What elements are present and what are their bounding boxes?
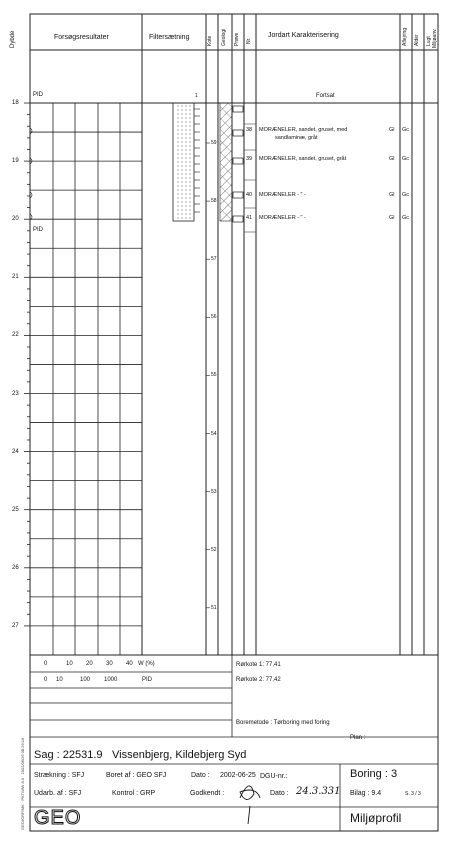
depth-tick-label: 18 bbox=[12, 100, 19, 106]
sample-deposition: Gl bbox=[389, 215, 395, 221]
pid-top-label: PID bbox=[33, 92, 44, 98]
sample-deposition: Gl bbox=[389, 156, 395, 162]
side-number: S. 3 / 3 bbox=[405, 791, 421, 797]
sag-number: Sag : 22531.9 bbox=[34, 749, 103, 761]
depth-header: Dybde bbox=[10, 30, 16, 48]
godkendt: Godkendt : bbox=[190, 790, 225, 797]
boret-af: Boret af : GEO SFJ bbox=[106, 772, 167, 779]
sample-nr: 38 bbox=[246, 127, 253, 133]
sample-age: Gc bbox=[402, 215, 410, 221]
rorkote-2: Rørkote 2: 77,42 bbox=[236, 677, 281, 683]
udarb-af: Udarb. af : SFJ bbox=[34, 790, 82, 797]
kote-label: 57 bbox=[211, 256, 217, 263]
sample-description: MORÆNELER - " - bbox=[259, 215, 306, 221]
document-type: Miljøprofil bbox=[350, 811, 402, 825]
pid-scale-tick: 100 bbox=[80, 677, 91, 683]
geo-logo: GEO bbox=[34, 807, 82, 829]
smell-header: Lugt bbox=[426, 36, 432, 46]
pid-unit: PID bbox=[142, 677, 153, 683]
water-unit: W (%) bbox=[138, 661, 155, 667]
pid-small-label: 1 bbox=[195, 93, 198, 99]
straekning: Strækning : SFJ bbox=[34, 772, 85, 779]
age-header: Alder bbox=[414, 34, 420, 46]
boremetode: Boremetode : Tørboring med foring bbox=[236, 720, 330, 726]
sample-nr: 40 bbox=[246, 192, 253, 198]
sample-header: Prøve bbox=[234, 32, 240, 46]
kote-label: 59 bbox=[211, 140, 217, 146]
depth-tick-label: 22 bbox=[12, 332, 19, 339]
deposition-header: Aflejring bbox=[402, 27, 408, 46]
dato2-label: Dato : bbox=[270, 790, 289, 797]
sample-deposition: Gl bbox=[389, 127, 395, 133]
pid-scale-tick: 10 bbox=[56, 677, 63, 683]
kote-label: 52 bbox=[211, 546, 217, 553]
dato-value: 2002-06-25 bbox=[220, 772, 256, 779]
dgu-nr: DGU-nr.: bbox=[260, 773, 288, 780]
fortsat-label: Fortsat bbox=[316, 93, 335, 99]
sample-description: MORÆNELER, sandet, gruset, med bbox=[259, 127, 348, 133]
depth-tick-label: 24 bbox=[12, 448, 19, 455]
kote-label: 51 bbox=[211, 604, 217, 611]
side-code: GEO/GRP/MK · PKTIMW 8.0 · 2002/06/26 08:26:16 bbox=[20, 737, 25, 830]
dato2-value: 24.3.331 bbox=[296, 786, 341, 797]
depth-tick-label: 23 bbox=[12, 390, 19, 397]
miljo-header: Miljøanv. bbox=[432, 28, 438, 48]
rorkote-1: Rørkote 1: 77,41 bbox=[236, 662, 281, 668]
depth-tick-label: 19 bbox=[12, 158, 19, 165]
kote-label: 53 bbox=[211, 488, 217, 495]
filter-header: Filtersætning bbox=[149, 34, 190, 41]
test-results-header: Forsøgsresultater bbox=[54, 34, 109, 41]
sample-description: MORÆNELER, sandet, gruset, gråt bbox=[259, 156, 347, 162]
pid-mid-label: PID bbox=[33, 227, 44, 233]
sample-age: Gc bbox=[402, 192, 410, 198]
sample-description-cont: sandlaminæ, gråt bbox=[275, 135, 318, 141]
sample-description: MORÆNELER - " - bbox=[259, 192, 306, 198]
water-scale-tick: 30 bbox=[106, 661, 113, 667]
depth-tick-label: 21 bbox=[12, 274, 19, 281]
sample-age: Gc bbox=[402, 127, 410, 133]
kote-header: Kote bbox=[207, 35, 213, 46]
pid-scale-tick: 0 bbox=[44, 677, 48, 683]
depth-tick-label: 25 bbox=[12, 506, 19, 513]
bilag: Bilag : 9.4 bbox=[350, 790, 382, 797]
project-title: Vissenbjerg, Kildebjerg Syd bbox=[112, 749, 247, 761]
depth-tick-label: 26 bbox=[12, 564, 19, 571]
sample-nr: 39 bbox=[246, 156, 253, 162]
pid-scale-tick: 1000 bbox=[104, 677, 118, 683]
geology-header: Geologi bbox=[221, 28, 227, 46]
water-scale-tick: 20 bbox=[86, 661, 93, 667]
plan-label: Plan : bbox=[350, 735, 366, 741]
kote-label: 54 bbox=[211, 430, 217, 437]
kote-label: 55 bbox=[211, 372, 217, 379]
nr-header: Nr. bbox=[246, 37, 252, 44]
kontrol: Kontrol : GRP bbox=[112, 790, 156, 797]
depth-tick-label: 20 bbox=[12, 216, 19, 223]
soil-header: Jordart Karakterisering bbox=[268, 32, 339, 39]
kote-label: 58 bbox=[211, 198, 217, 205]
boring-number: Boring : 3 bbox=[350, 768, 398, 780]
water-scale-tick: 40 bbox=[126, 661, 133, 667]
kote-label: 56 bbox=[211, 314, 217, 321]
water-scale-tick: 0 bbox=[44, 661, 48, 667]
sample-nr: 41 bbox=[246, 215, 253, 221]
sample-deposition: Gl bbox=[389, 192, 395, 198]
dato-label: Dato : bbox=[191, 772, 210, 779]
depth-tick-label: 27 bbox=[12, 622, 19, 629]
sample-age: Gc bbox=[402, 156, 410, 162]
water-scale-tick: 10 bbox=[66, 661, 73, 667]
